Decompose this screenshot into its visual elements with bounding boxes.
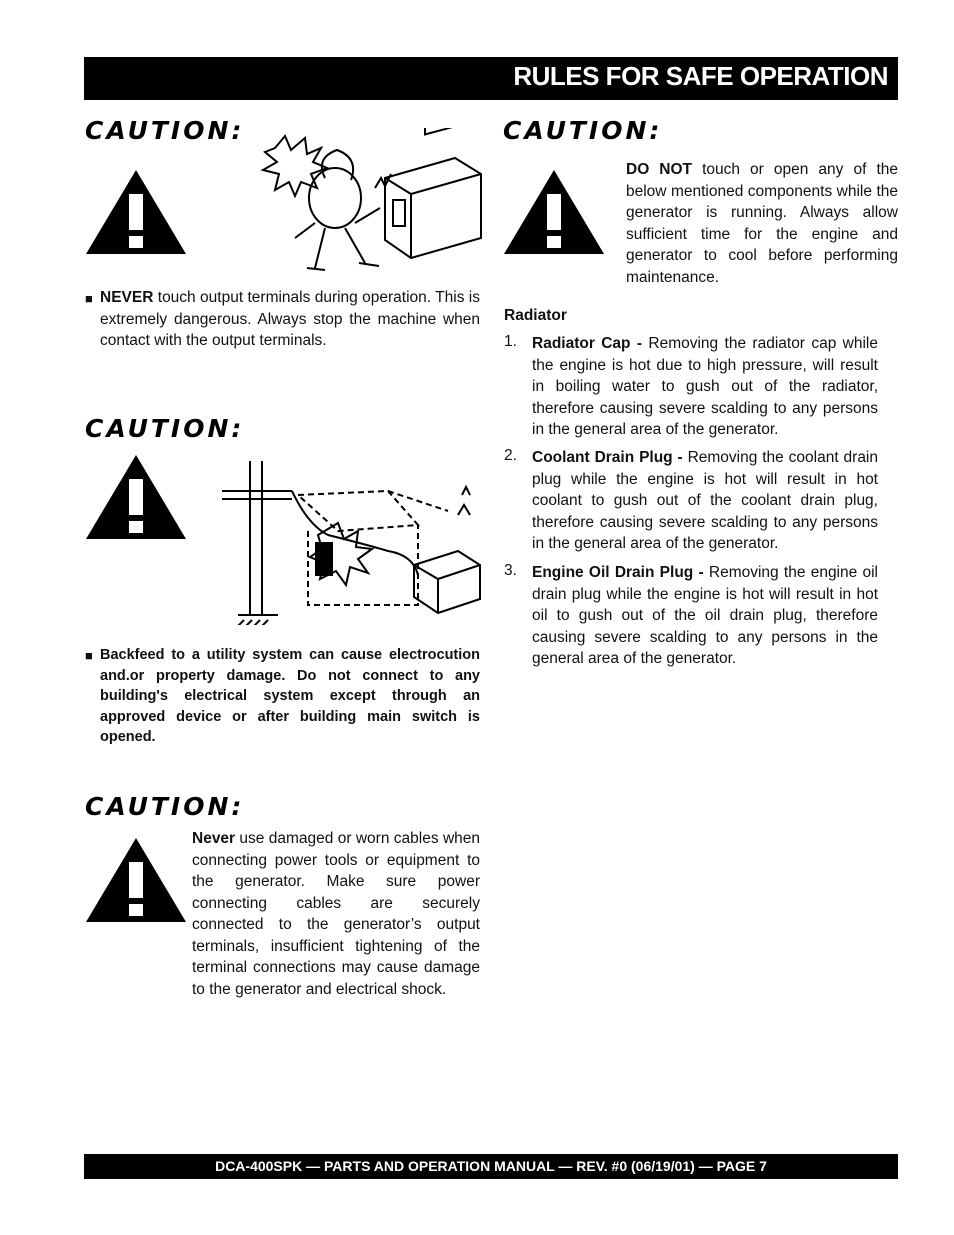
list-item-text: Removing the engine oil drain plug while the engine is hot will result in hot oil to gush out of the oil drain plug, therefore causing severe scalding to any persons in the general area of the generator. bbox=[532, 564, 878, 667]
list-item bbox=[532, 333, 878, 441]
caution-body-right: touch or open any of the below mentioned components while the generator is running. Always allow sufficient time for the engine and generator to cool before performing maintenance. bbox=[626, 161, 899, 286]
list-item-number: 1. bbox=[504, 333, 517, 350]
electric-shock-illustration bbox=[255, 128, 485, 288]
warning-triangle-icon bbox=[84, 453, 188, 541]
warning-triangle-icon bbox=[84, 168, 188, 256]
list-item-text: Removing the radiator cap while the engine is hot due to high pressure, will result in boiling water to gush out of the radiator, therefore causing severe scalding to any persons in the general area of the generator. bbox=[532, 335, 878, 438]
page-title: RULES FOR SAFE OPERATION bbox=[513, 61, 888, 91]
footer-text: DCA-400SPK — PARTS AND OPERATION MANUAL — REV. #0 (06/19/01) — PAGE 7 bbox=[215, 1158, 767, 1174]
caution-heading-right: CAUTION: bbox=[503, 116, 663, 145]
caution-text-1 bbox=[100, 287, 480, 352]
list-item-number: 3. bbox=[504, 562, 517, 579]
warning-triangle-icon bbox=[84, 836, 188, 924]
bullet-square: ■ bbox=[85, 291, 93, 306]
bullet-square: ■ bbox=[85, 648, 93, 663]
footer-bar bbox=[84, 1154, 898, 1179]
caution-text-3 bbox=[192, 828, 480, 1000]
caution-heading-2: CAUTION: bbox=[85, 414, 245, 443]
caution-text-2: Backfeed to a utility system can cause electrocution and.or property damage. Do not connect to any building's electrical system except through an approved device or after building main switch is opened. bbox=[100, 647, 480, 745]
caution-body-3: use damaged or worn cables when connecting power tools or equipment to the generator. Make sure power connecting cables are securely connected to the generator’s output terminals, insufficient tightening of the terminal connections may cause damage to the generator and electrical shock. bbox=[192, 830, 480, 998]
header-bar bbox=[84, 57, 898, 100]
list-item-text: Removing the coolant drain plug while the engine is hot will result in hot coolant to gush out of the coolant drain plug, therefore causing severe scalding to any persons in the general area of the generator. bbox=[532, 449, 878, 552]
caution-heading-1: CAUTION: bbox=[85, 116, 245, 145]
caution-heading-3: CAUTION: bbox=[85, 792, 245, 821]
caution-body-1: touch output terminals during operation. This is extremely dangerous. Always stop the machine when contact with the output terminals. bbox=[100, 289, 480, 349]
caution-strong-3: Never bbox=[192, 830, 236, 847]
list-item-strong: Coolant Drain Plug - bbox=[532, 449, 683, 466]
list-item bbox=[532, 447, 878, 555]
list-item-strong: Radiator Cap - bbox=[532, 335, 643, 352]
list-item bbox=[532, 562, 878, 670]
list-item-number: 2. bbox=[504, 447, 517, 464]
section-title-radiator: Radiator bbox=[504, 307, 567, 324]
list-item-strong: Engine Oil Drain Plug - bbox=[532, 564, 704, 581]
caution-text-right bbox=[626, 159, 898, 288]
utility-backfeed-illustration bbox=[218, 455, 490, 625]
caution-strong-1: NEVER bbox=[100, 289, 154, 306]
caution-strong-right: DO NOT bbox=[626, 161, 693, 178]
warning-triangle-icon bbox=[502, 168, 606, 256]
